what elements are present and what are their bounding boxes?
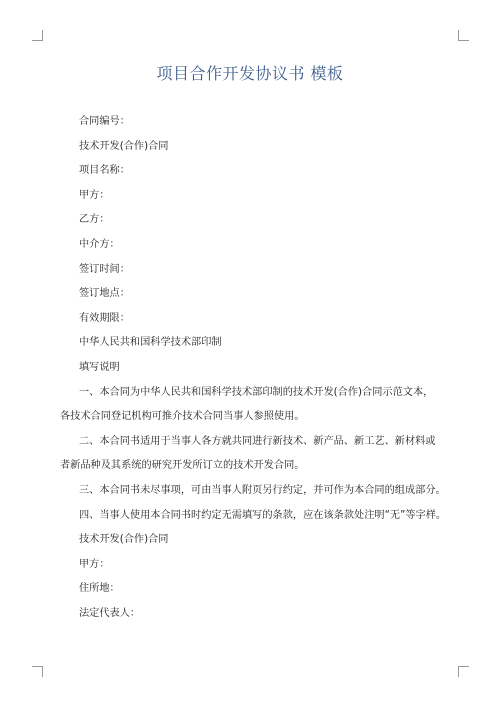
text-line-instruction-2a: 二、本合同书适用于当事人各方就共同进行新技术、新产品、新工艺、新材料或 [79, 435, 436, 447]
text-line-party-a: 甲方： [79, 189, 110, 201]
text-line-signing-place: 签订地点： [79, 288, 130, 300]
crop-mark-bottom-right [458, 666, 469, 677]
text-line-instruction-4: 四、当事人使用本合同书时约定无需填写的条款，应在该条款处注明“无”等字样。 [79, 509, 447, 521]
text-line-instruction-3: 三、本合同书未尽事项，可由当事人附页另行约定，并可作为本合同的组成部分。 [79, 484, 446, 496]
text-line-legal-representative: 法定代表人： [79, 607, 141, 619]
text-line-contract-type: 技术开发(合作)合同 [79, 140, 169, 152]
text-line-project-name: 项目名称： [79, 165, 130, 177]
crop-mark-bottom-left [32, 666, 43, 677]
text-line-contract-heading: 技术开发(合作)合同 [79, 534, 169, 546]
text-line-instruction-1b: 各技术合同登记机构可推介技术合同当事人参照使用。 [60, 411, 305, 423]
text-line-contract-number: 合同编号： [79, 116, 130, 127]
text-line-printed-by: 中华人民共和国科学技术部印制 [79, 337, 222, 349]
text-line-instructions-heading: 填写说明 [79, 361, 120, 373]
text-line-signing-time: 签订时间： [79, 263, 130, 275]
crop-mark-top-left [32, 30, 43, 41]
text-line-validity: 有效期限： [79, 312, 130, 324]
document-body [60, 110, 446, 626]
text-line-intermediary: 中介方： [79, 238, 120, 250]
text-line-party-a-2: 甲方： [79, 558, 110, 570]
text-line-instruction-1a: 一、本合同为中华人民共和国科学技术部印制的技术开发(合作)合同示范文本， [79, 386, 434, 398]
text-line-instruction-2b: 者新品种及其系统的研究开发所订立的技术开发合同。 [60, 460, 305, 472]
text-line-party-b: 乙方： [79, 214, 110, 226]
crop-mark-top-right [458, 30, 469, 41]
text-line-address: 住所地： [79, 583, 120, 595]
document-title: 项目合作开发协议书 模板 [156, 64, 344, 83]
